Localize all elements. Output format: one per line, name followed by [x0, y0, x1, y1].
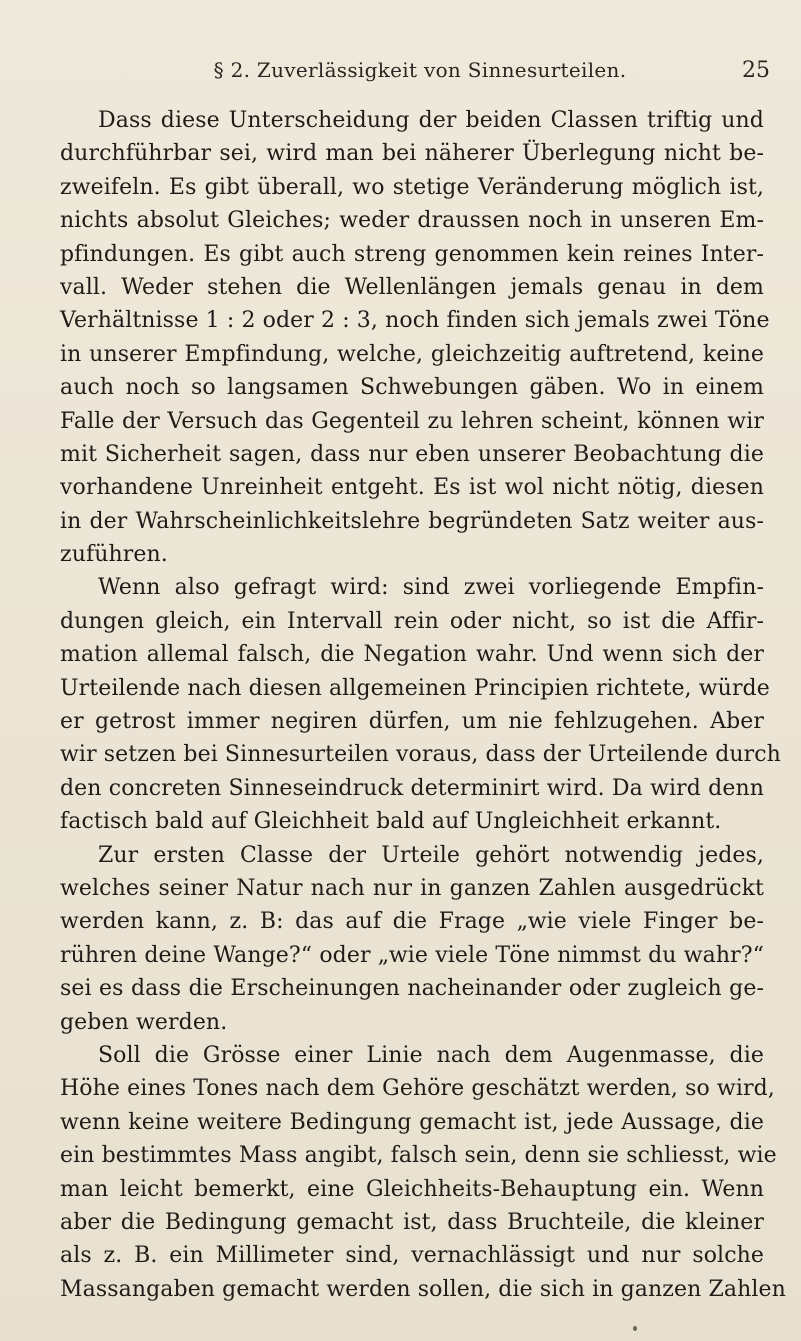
text-line: durchführbar sei, wird man bei näherer Überlegung nicht be-	[60, 141, 764, 167]
text-line: Wenn also gefragt wird: sind zwei vorliegende Empfin-	[98, 575, 764, 601]
text-line: welches seiner Natur nach nur in ganzen Zahlen ausgedrückt	[60, 875, 764, 901]
text-line: wir setzen bei Sinnesurteilen voraus, dass der Urteilende durch	[60, 742, 781, 768]
text-line: pfindungen. Es gibt auch streng genommen kein reines Inter-	[60, 241, 764, 267]
text-line: Falle der Versuch das Gegenteil zu lehren scheint, können wir	[60, 408, 764, 434]
text-line: nichts absolut Gleiches; weder draussen noch in unseren Em-	[60, 208, 764, 234]
running-title: § 2. Zuverlässigkeit von Sinnesurteilen.	[213, 58, 627, 82]
text-line: Höhe eines Tones nach dem Gehöre geschätzt werden, so wird,	[60, 1076, 775, 1102]
text-line: aber die Bedingung gemacht ist, dass Bruchteile, die kleiner	[60, 1209, 764, 1235]
text-line: mit Sicherheit sagen, dass nur eben unserer Beobachtung die	[60, 441, 764, 467]
text-line: Dass diese Unterscheidung der beiden Classen triftig und	[98, 108, 764, 133]
text-line: Urteilende nach diesen allgemeinen Principien richtete, würde	[60, 675, 770, 701]
text-line: mation allemal falsch, die Negation wahr. Und wenn sich der	[60, 642, 764, 668]
text-line: zuführen.	[60, 542, 168, 568]
text-line: auch noch so langsamen Schwebungen gäben. Wo in einem	[60, 375, 764, 401]
text-line: werden kann, z. B: das auf die Frage „wie viele Finger be-	[60, 909, 764, 935]
text-line: sei es dass die Erscheinungen nacheinander oder zugleich ge-	[60, 976, 764, 1002]
text-line: Soll die Grösse einer Linie nach dem Augenmasse, die	[98, 1042, 764, 1068]
text-line: in unserer Empfindung, welche, gleichzeitig auftretend, keine	[60, 341, 764, 367]
paper-speck	[633, 1326, 637, 1331]
body-text	[60, 104, 786, 1306]
text-line: man leicht bemerkt, eine Gleichheits-Behauptung ein. Wenn	[60, 1176, 764, 1202]
text-line: er getrost immer negiren dürfen, um nie fehlzugehen. Aber	[60, 709, 764, 735]
running-head	[70, 58, 770, 90]
text-line: rühren deine Wange?“ oder „wie viele Töne nimmst du wahr?“	[60, 942, 764, 968]
text-line: vall. Weder stehen die Wellenlängen jemals genau in dem	[60, 274, 764, 300]
text-line: geben werden.	[60, 1009, 228, 1035]
text-line: Massangaben gemacht werden sollen, die sich in ganzen Zahlen	[60, 1276, 786, 1302]
text-line: dungen gleich, ein Intervall rein oder nicht, so ist die Affir-	[60, 608, 764, 634]
text-line: in der Wahrscheinlichkeitslehre begründeten Satz weiter aus-	[60, 508, 764, 534]
text-line: vorhandene Unreinheit entgeht. Es ist wol nicht nötig, diesen	[60, 475, 764, 501]
text-line: factisch bald auf Gleichheit bald auf Ungleichheit erkannt.	[60, 809, 722, 835]
text-line: wenn keine weitere Bedingung gemacht ist, jede Aussage, die	[60, 1109, 764, 1135]
text-line: Verhältnisse 1 : 2 oder 2 : 3, noch finden sich jemals zwei Töne	[60, 308, 770, 334]
text-line: ein bestimmtes Mass angibt, falsch sein, denn sie schliesst, wie	[60, 1143, 777, 1169]
text-line: als z. B. ein Millimeter sind, vernachlässigt und nur solche	[60, 1243, 764, 1269]
text-line: Zur ersten Classe der Urteile gehört notwendig jedes,	[98, 842, 764, 868]
text-line: den concreten Sinneseindruck determinirt wird. Da wird denn	[60, 775, 764, 801]
text-line: zweifeln. Es gibt überall, wo stetige Veränderung möglich ist,	[60, 174, 764, 200]
page-number: 25	[742, 58, 770, 83]
